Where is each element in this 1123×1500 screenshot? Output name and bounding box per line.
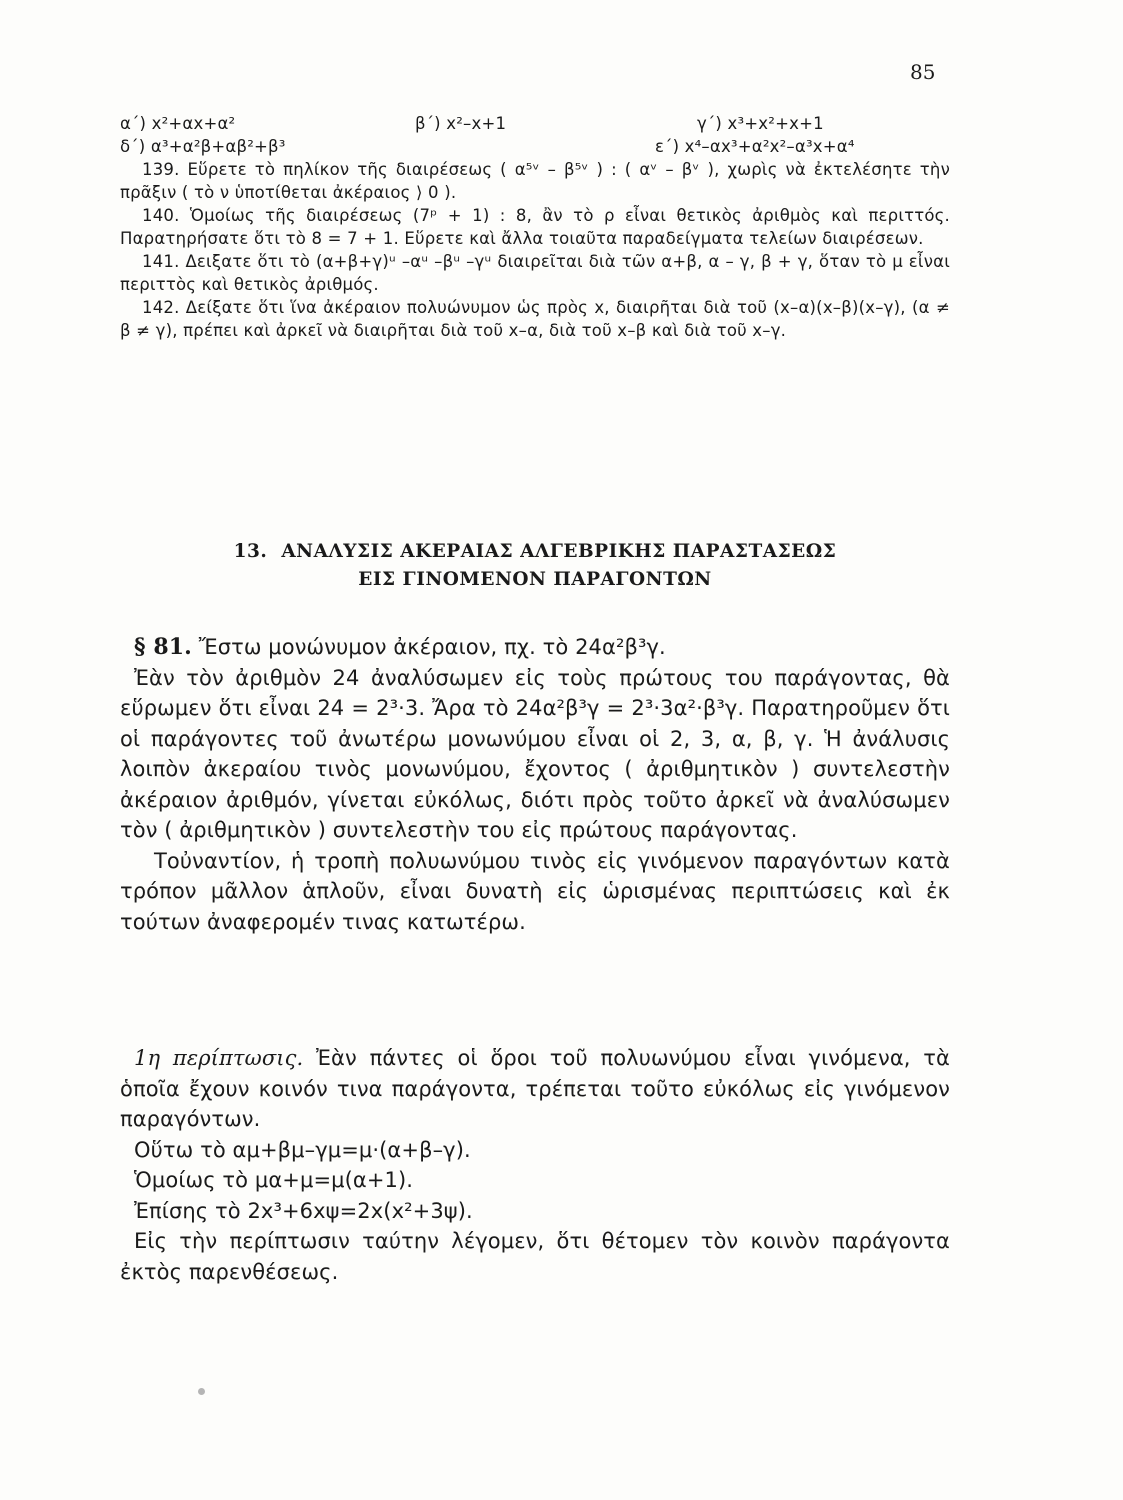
exercise-alpha: α΄) x²+αx+α² xyxy=(120,114,236,133)
page-speck xyxy=(198,1388,205,1395)
section-heading xyxy=(120,538,950,594)
paragraph-81-contrast: Τοὐναντίον, ἡ τροπὴ πολυωνύμου τινὸς εἰς γινόμενον παραγόντων κατὰ τρόπον μᾶλλον ἁπλοῦν, εἶναι δυνατὴ εἰς ὡρισμένας περιπτώσεις καὶ ἐκ τούτων ἀναφερομέν τινας κατωτέρω. xyxy=(120,848,950,934)
paragraph-mark: § 81. xyxy=(134,634,192,660)
exercise-140: 140. Ὁμοίως τῆς διαιρέσεως (7ᵖ + 1) : 8, ἂν τὸ ρ εἶναι θετικὸς ἀριθμὸς καὶ περιττός. Παρατηρήσατε ὅτι τὸ 8 = 7 + 1. Εὕρετε καὶ ἄλλα τοιαῦτα παραδείγματα τελείων διαιρέσεων. xyxy=(120,206,950,248)
case-1-example-1: Οὕτω τὸ αμ+βμ–γμ=μ·(α+β–γ). xyxy=(134,1137,471,1162)
section-title-line-1: ΑΝΑΛΥΣΙΣ ΑΚΕΡΑΙΑΣ ΑΛΓΕΒΡΙΚΗΣ ΠΑΡΑΣΤΑΣΕΩΣ xyxy=(281,541,837,562)
paragraph-81-intro xyxy=(120,632,950,663)
case-1-label: 1η περίπτωσις. xyxy=(134,1046,304,1070)
case-1-example-2: Ὁμοίως τὸ μα+μ=μ(α+1). xyxy=(134,1168,414,1192)
exercise-row-1 xyxy=(120,112,950,135)
case-1-conclusion: Εἰς τὴν περίπτωσιν ταύτην λέγομεν, ὅτι θέτομεν τὸν κοινὸν παράγοντα ἐκτὸς παρενθέσεως. xyxy=(120,1229,950,1284)
section-number: 13. xyxy=(233,541,268,562)
exercise-beta: β΄) x²–x+1 xyxy=(415,114,507,133)
exercise-epsilon: ε΄) x⁴–αx³+α²x²–α³x+α⁴ xyxy=(655,137,855,156)
paragraph-81-body: Ἐὰν τὸν ἀριθμὸν 24 ἀναλύσωμεν εἰς τοὺς πρώτους του παράγοντας, θὰ εὕρωμεν ὅτι εἶναι 24 = 2³·3. Ἄρα τὸ 24α²β³γ = 2³·3α²·β³γ. Παρατηροῦμεν ὅτι οἱ παράγοντες τοῦ ἀνωτέρω μονωνύμου εἶναι οἱ 2, 3, α, β, γ. Ἡ ἀνάλυσις λοιπὸν ἀκεραίου τινὸς μονωνύμου, ἔχοντος ( ἀριθμητικὸν ) συντελεστὴν ἀκέραιον ἀριθμόν, γίνεται εὐκόλως, διότι πρὸς τοῦτο ἀρκεῖ νὰ ἀναλύσωμεν τὸν ( ἀριθμητικὸν ) συντελεστὴν του εἰς πρώτους παράγοντας. xyxy=(120,665,950,842)
case-1-example-3: Ἐπίσης τὸ 2x³+6xψ=2x(x²+3ψ). xyxy=(134,1198,473,1223)
exercise-142: 142. Δείξατε ὅτι ἵνα ἀκέραιον πολυώνυμον ὡς πρὸς x, διαιρῆται διὰ τοῦ (x–α)(x–β)(x–γ), (α ≠ β ≠ γ), πρέπει καὶ ἀρκεῖ νὰ διαιρῆται διὰ τοῦ x–α, διὰ τοῦ x–β καὶ διὰ τοῦ x–γ. xyxy=(120,298,950,340)
exercise-delta: δ΄) α³+α²β+αβ²+β³ xyxy=(120,137,286,156)
case-1-block xyxy=(120,1043,950,1287)
exercise-row-2 xyxy=(120,135,950,158)
paragraph-81-block xyxy=(120,632,950,937)
case-1-text: Ἐὰν πάντες οἱ ὅροι τοῦ πολυωνύμου εἶναι γινόμενα, τὰ ὁποῖα ἔχουν κοινόν τινα παράγοντα, τρέπεται τοῦτο εὐκόλως εἰς γινόμενον παραγόντων. xyxy=(120,1046,950,1131)
exercise-141: 141. Δειξατε ὅτι τὸ (α+β+γ)ᵘ –αᵘ –βᵘ –γᵘ διαιρεῖται διὰ τῶν α+β, α – γ, β + γ, ὅταν τὸ μ εἶναι περιττὸς καὶ θετικὸς ἀριθμός. xyxy=(120,252,950,294)
page-number: 85 xyxy=(910,60,936,84)
paragraph-81-text: Ἔστω μονώνυμον ἀκέραιον, πχ. τὸ 24α²β³γ. xyxy=(191,635,666,659)
exercise-gamma: γ΄) x³+x²+x+1 xyxy=(697,114,824,133)
case-1-intro xyxy=(120,1043,950,1135)
exercise-list xyxy=(120,112,950,342)
section-title-line-2: ΕΙΣ ΓΙΝΟΜΕΝΟΝ ΠΑΡΑΓΟΝΤΩΝ xyxy=(358,569,712,590)
exercise-139: 139. Εὕρετε τὸ πηλίκον τῆς διαιρέσεως ( α⁵ᵛ – β⁵ᵛ ) : ( αᵛ – βᵛ ), χωρὶς νὰ ἐκτελέσητε τὴν πρᾶξιν ( τὸ ν ὑποτίθεται ἀκέραιος ⟩ 0 ). xyxy=(120,160,950,202)
